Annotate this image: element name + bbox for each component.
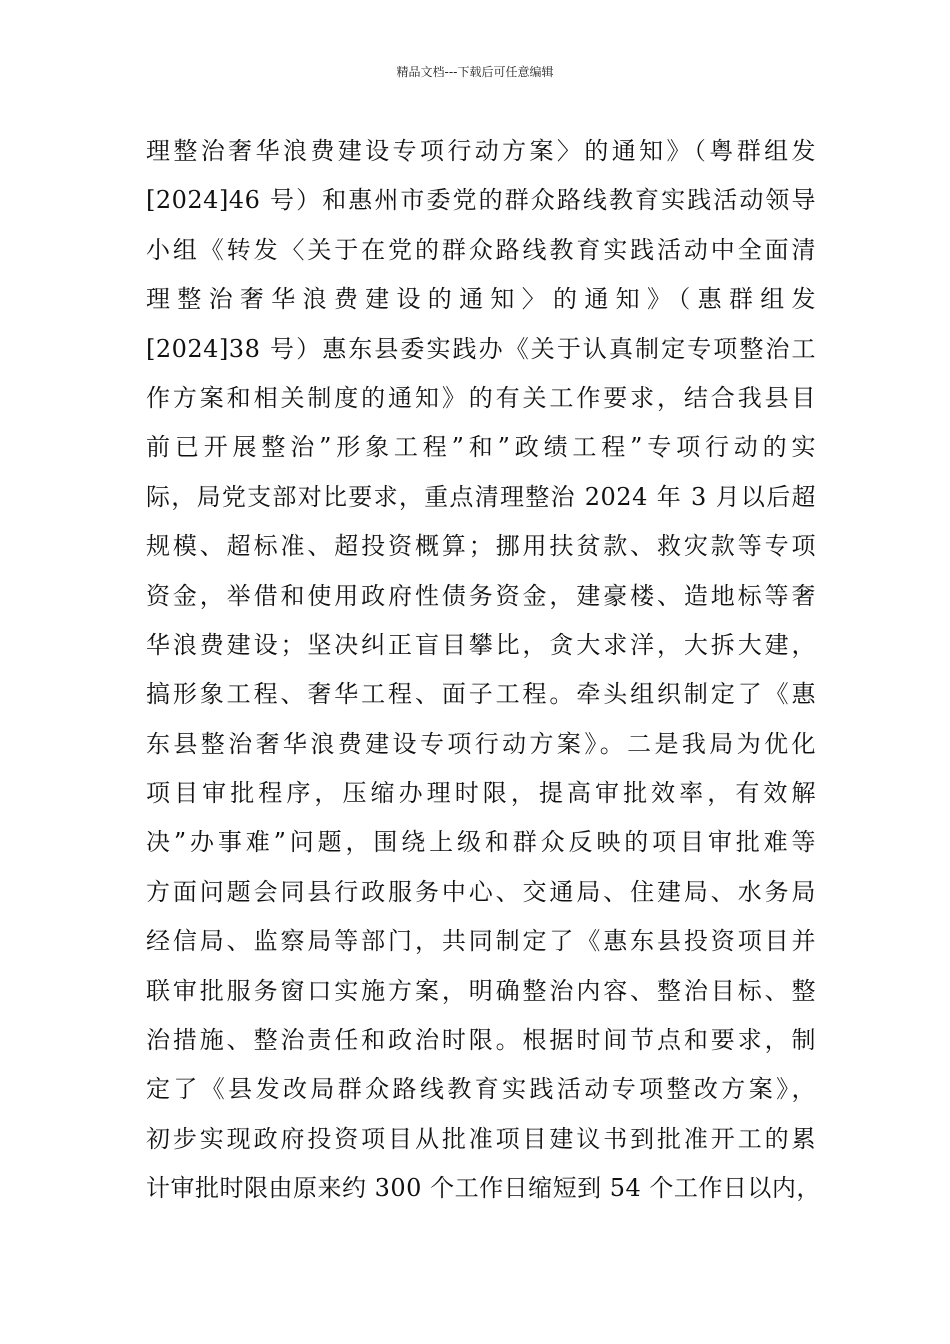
body-line: [2024]38 号）惠东县委实践办《关于认真制定专项整治工: [146, 334, 816, 363]
body-line: 治措施、整治责任和政治时限。根据时间节点和要求，制: [146, 1026, 816, 1055]
body-line: 理整治奢华浪费建设专项行动方案〉的通知》（粤群组发: [146, 137, 816, 165]
body-line: 定了《县发改局群众路线教育实践活动专项整改方案》，: [146, 1075, 816, 1104]
body-line: 资金，举借和使用政府性债务资金，建豪楼、造地标等奢: [146, 581, 816, 610]
body-line: 理整治奢华浪费建设的通知〉的通知》（惠群组发: [146, 285, 816, 314]
body-line: 计审批时限由原来约 300 个工作日缩短到 54 个工作日以内，: [146, 1174, 821, 1203]
body-line: 小组《转发〈关于在党的群众路线教育实践活动中全面清: [146, 235, 816, 264]
body-line: 经信局、监察局等部门，共同制定了《惠东县投资项目并: [146, 927, 816, 956]
body-line: 作方案和相关制度的通知》的有关工作要求，结合我县目: [146, 383, 816, 412]
body-line: 东县整治奢华浪费建设专项行动方案》。二是我局为优化: [146, 729, 816, 758]
body-line: 联审批服务窗口实施方案，明确整治内容、整治目标、整: [146, 976, 816, 1005]
body-line: 初步实现政府投资项目从批准项目建议书到批准开工的累: [146, 1124, 816, 1153]
body-line: 搞形象工程、奢华工程、面子工程。牵头组织制定了《惠: [146, 680, 816, 709]
body-line: 规模、超标准、超投资概算；挪用扶贫款、救灾款等专项: [146, 532, 816, 561]
body-line: [2024]46 号）和惠州市委党的群众路线教育实践活动领导: [146, 186, 816, 215]
body-line: 方面问题会同县行政服务中心、交通局、住建局、水务局: [146, 877, 816, 906]
body-line: 华浪费建设；坚决纠正盲目攀比，贪大求洋，大拆大建，: [146, 630, 816, 659]
body-line: 前已开展整治”形象工程”和”政绩工程”专项行动的实: [146, 433, 816, 462]
body-line: 际，局党支部对比要求，重点清理整治 2024 年 3 月以后超: [146, 482, 816, 511]
body-line: 决”办事难”问题，围绕上级和群众反映的项目审批难等: [146, 828, 816, 857]
page-header: 精品文档---下载后可任意编辑: [396, 65, 554, 79]
document-body: [146, 127, 821, 1214]
body-line: 项目审批程序，压缩办理时限，提高审批效率，有效解: [146, 779, 816, 808]
